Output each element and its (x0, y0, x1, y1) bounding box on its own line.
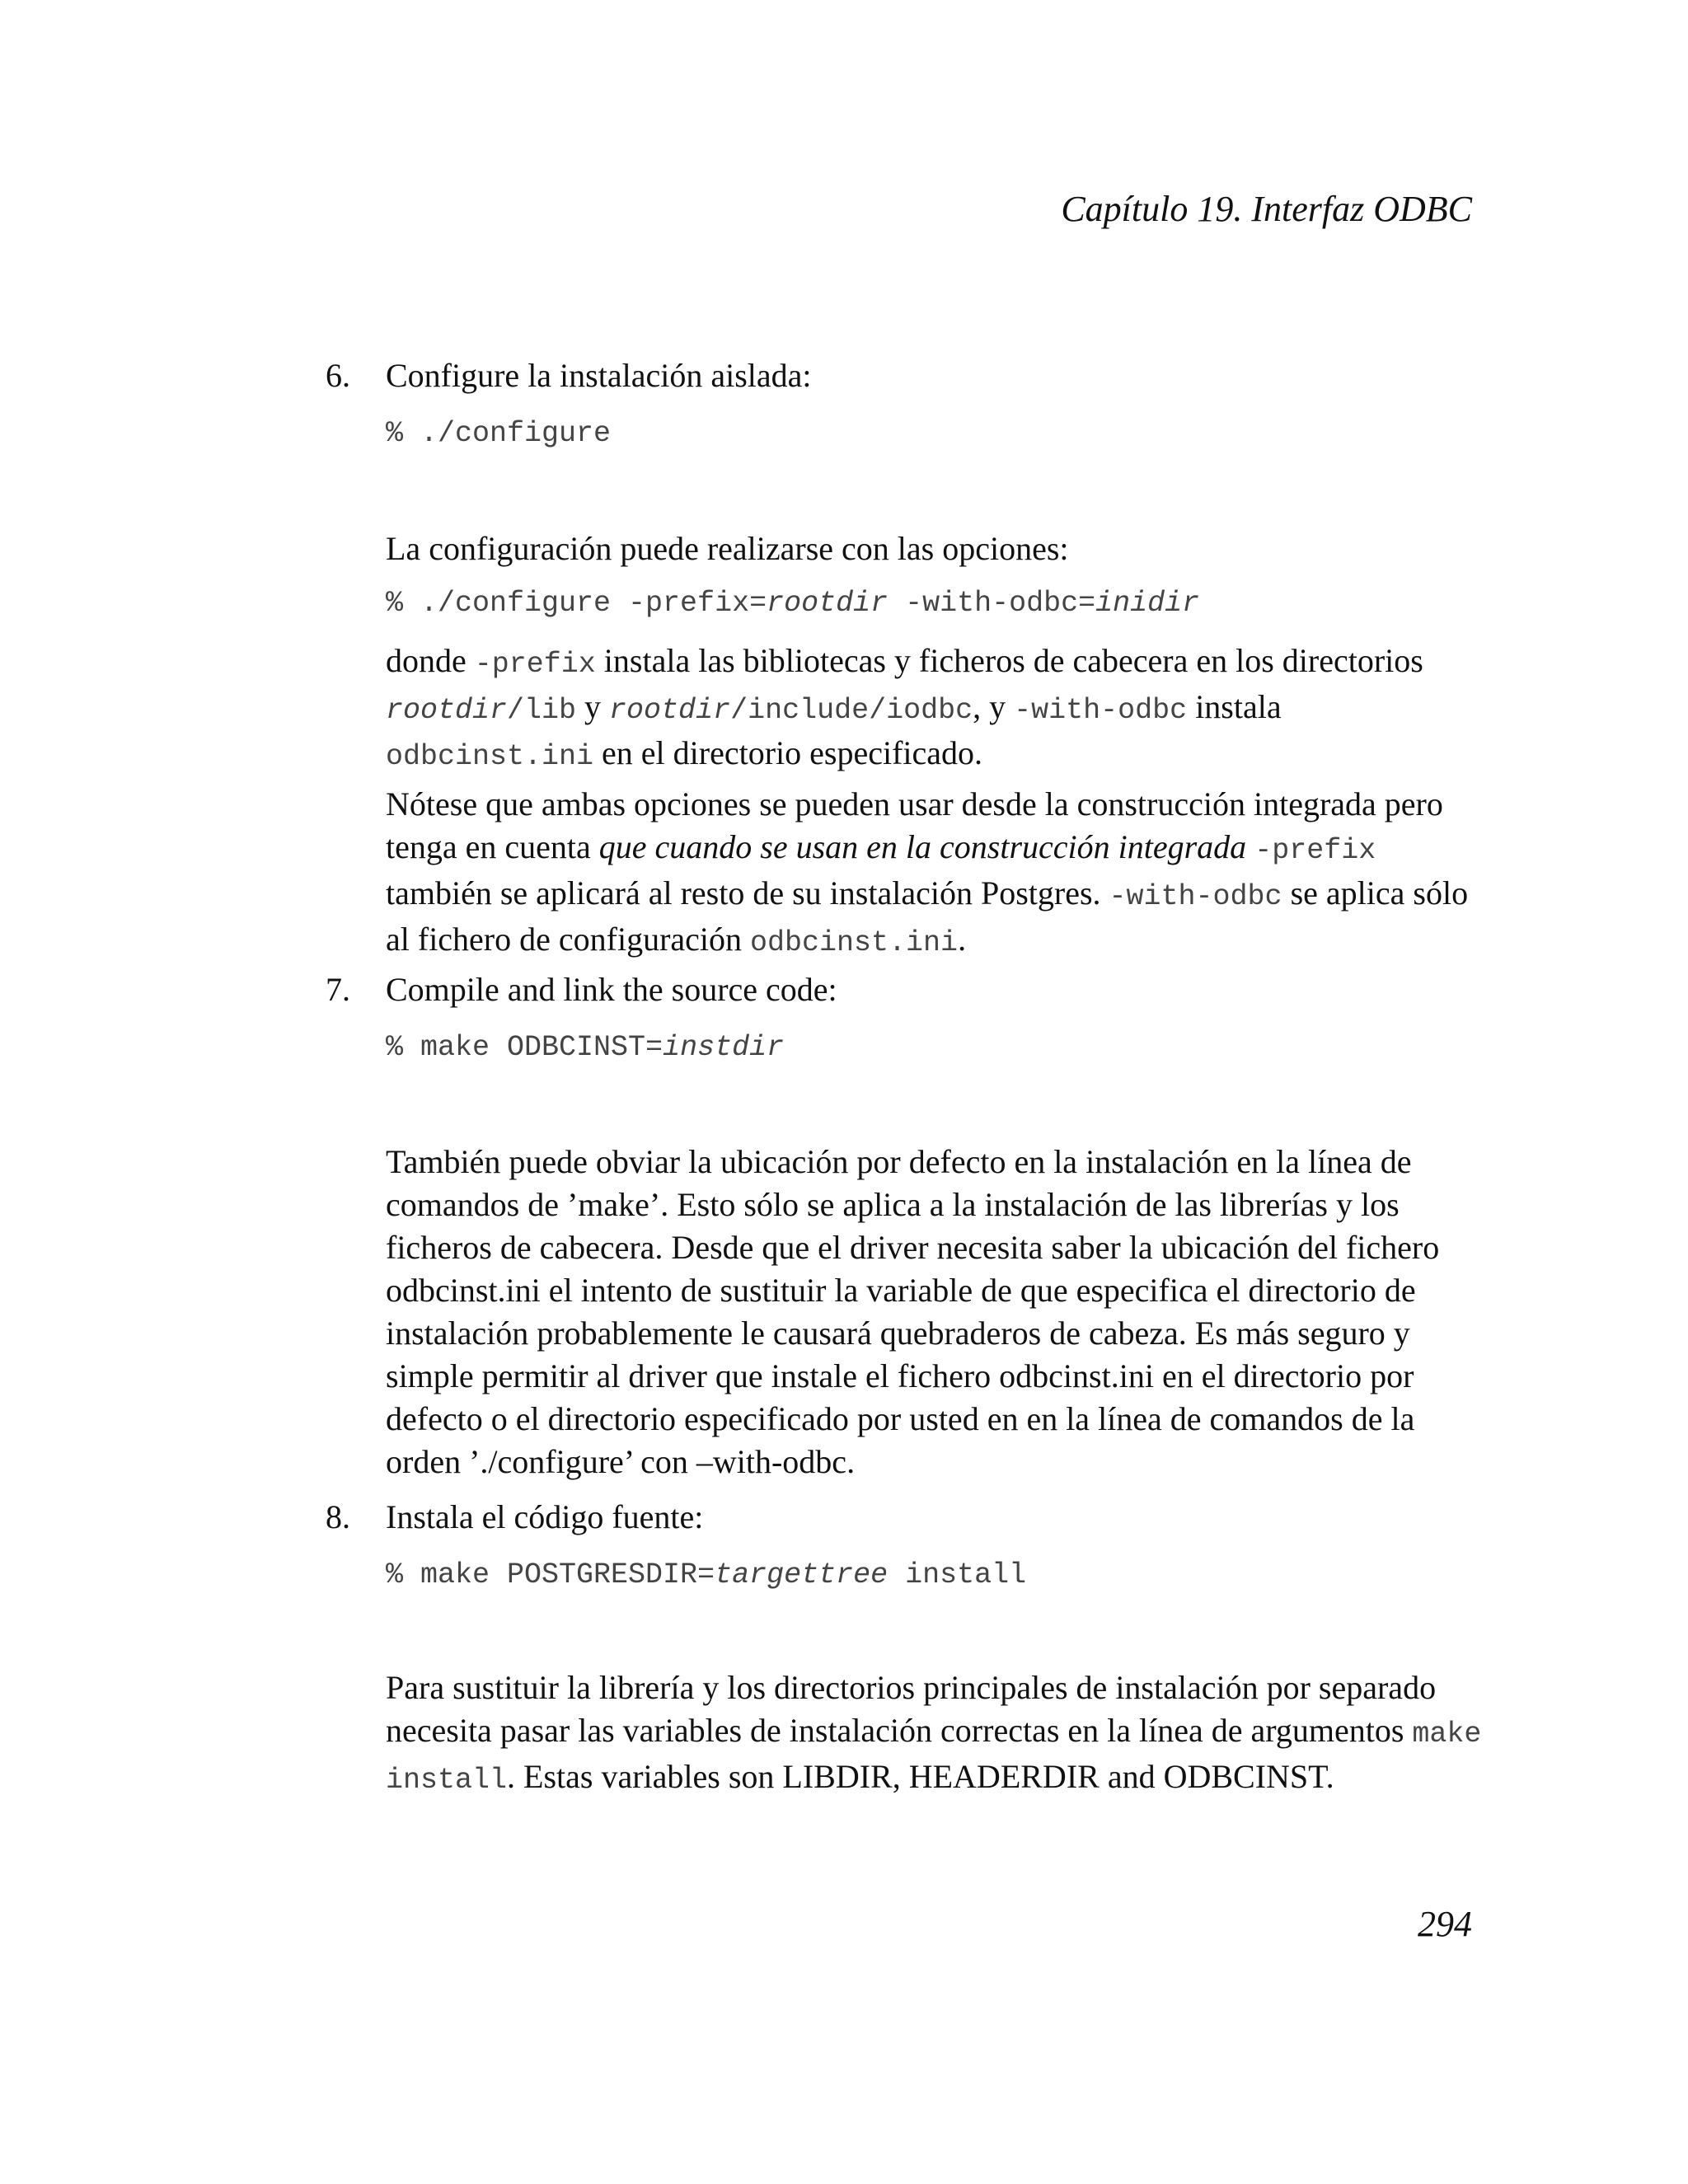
text: se aplica sólo al fichero de configuración (386, 874, 1469, 958)
text: instala (1187, 688, 1282, 725)
text: instala las bibliotecas y ficheros de cabecera en los directorios (595, 642, 1423, 679)
code-placeholder: inidir (1095, 587, 1200, 620)
text: también se aplicará al resto de su instalación Postgres. (386, 874, 1109, 912)
step-number: 7. (326, 971, 350, 1008)
code-placeholder: instdir (663, 1031, 785, 1064)
paragraph (386, 1666, 1482, 1802)
inline-code: /include/iodbc (730, 694, 973, 727)
text: donde (386, 642, 475, 679)
paragraph: La configuración puede realizarse con las opciones: (386, 530, 1069, 567)
text: , y (973, 688, 1015, 725)
step-number: 8. (326, 1498, 350, 1535)
inline-code: rootdir (609, 694, 731, 727)
code-command (386, 1554, 1026, 1596)
paragraph (386, 640, 1482, 778)
text: en el directorio especificado. (593, 734, 983, 771)
emphasis: que cuando se usan en la construcción integrada (598, 828, 1247, 865)
text: . Estas variables son LIBDIR, HEADERDIR and ODBCINST. (507, 1758, 1334, 1795)
paragraph: También puede obviar la ubicación por defecto en la instalación en la línea de comandos de ’make’. Esto sólo se aplica a la instalación de las librerías y los ficheros de cabecera. Desde que el driver necesita saber la ubicación del fichero odbcinst.ini el intento de sustituir la variable de que especifica el directorio de instalación probablemente le causará quebraderos de cabeza. Es más seguro y simple permitir al driver que instale el fichero odbcinst.ini en el directorio por defecto o el directorio especificado por usted en en la línea de comandos de la orden ’./configure’ con –with-odbc. (386, 1143, 1440, 1480)
code-text: -with-odbc= (888, 587, 1096, 620)
text: y (576, 688, 610, 725)
inline-code: rootdir (386, 694, 508, 727)
text: . (958, 921, 967, 958)
code-command: % ./configure (386, 417, 612, 450)
inline-code: -with-odbc (1014, 694, 1188, 727)
code-placeholder: targettree (715, 1558, 889, 1591)
code-text: % make POSTGRESDIR= (386, 1558, 715, 1591)
inline-code: -prefix (1254, 834, 1376, 867)
inline-code: odbcinst.ini (386, 740, 594, 773)
code-text: install (888, 1558, 1027, 1591)
step-title: Configure la instalación aislada: (386, 357, 812, 394)
inline-code: -prefix (474, 648, 596, 681)
inline-code: /lib (507, 694, 577, 727)
inline-code: make install (386, 1718, 1482, 1797)
inline-code: odbcinst.ini (750, 926, 959, 959)
code-placeholder: rootdir (767, 587, 889, 620)
text: Nótese que ambas opciones se pueden usar desde la construcción integrada pero tenga en cuenta (386, 785, 1443, 865)
running-header: Capítulo 19. Interfaz ODBC (1061, 189, 1472, 229)
paragraph (386, 783, 1482, 964)
step-title: Instala el código fuente: (386, 1498, 704, 1535)
code-text: % ./configure -prefix= (386, 587, 767, 620)
code-command (386, 1026, 784, 1069)
code-text: % make ODBCINST= (386, 1031, 663, 1064)
step-title: Compile and link the source code: (386, 971, 837, 1008)
code-command (386, 582, 1199, 625)
text (1246, 828, 1254, 865)
text: Para sustituir la librería y los directorios principales de instalación por separado necesita pasar las variables de instalación correctas en la línea de argumentos (386, 1669, 1437, 1749)
page-number: 294 (1418, 1904, 1472, 1944)
step-number: 6. (326, 357, 350, 394)
inline-code: -with-odbc (1109, 880, 1282, 913)
